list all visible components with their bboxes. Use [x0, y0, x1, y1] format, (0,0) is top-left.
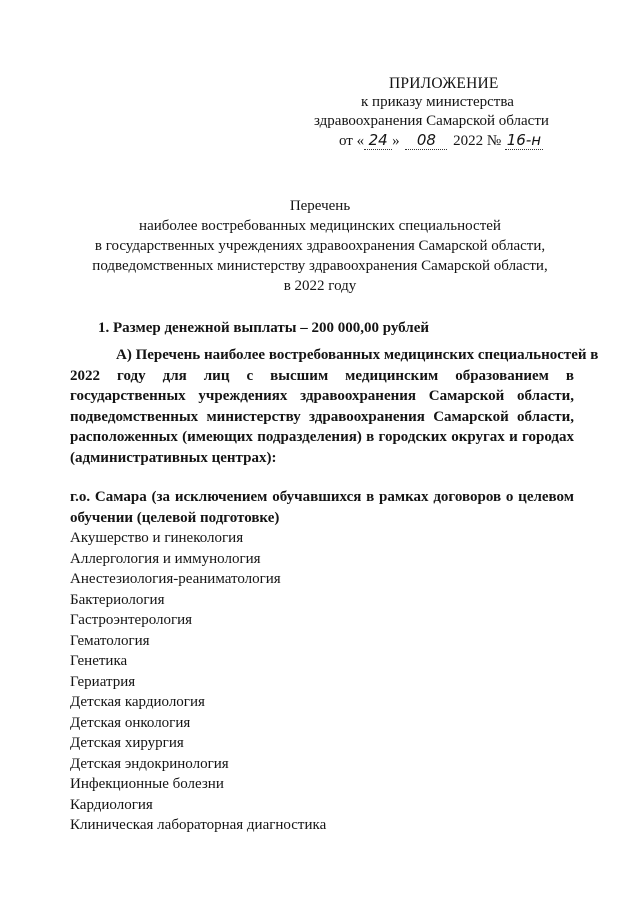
heading-line: наиболее востребованных медицинских специальностей	[139, 218, 501, 234]
annex-ministry-line: здравоохранения Самарской области	[314, 113, 549, 129]
specialty-list	[70, 528, 326, 836]
specialty-item: Детская онкология	[70, 714, 191, 731]
specialty-item: Гематология	[70, 632, 150, 649]
city-heading	[70, 487, 574, 528]
handwritten-day: 24	[364, 132, 392, 150]
specialty-item: Детская эндокринология	[70, 755, 229, 772]
paragraph-line: (административных центрах):	[70, 449, 277, 466]
specialty-item: Клиническая лабораторная диагностика	[70, 817, 327, 833]
annex-date-line	[339, 132, 543, 151]
specialty-item: Бактериология	[70, 591, 165, 608]
heading-line: в государственных учреждениях здравоохранения Самарской области,	[94, 238, 546, 254]
annex-title: ПРИЛОЖЕНИЕ	[389, 75, 499, 92]
specialty-item: Инфекционные болезни	[70, 776, 224, 792]
subsection-paragraph	[70, 345, 599, 468]
heading-line: в 2022 году	[283, 278, 357, 294]
handwritten-order-number: 16-н	[506, 131, 542, 149]
specialty-item: Детская хирургия	[70, 735, 184, 751]
specialty-item: Кардиология	[70, 796, 153, 813]
document-heading	[70, 196, 570, 296]
paragraph-line: 2022 году для лиц с высшим медицинским образованием в	[70, 367, 574, 384]
specialty-item: Акушерство и гинекология	[70, 530, 244, 546]
paragraph-line: расположенных (имеющих подразделения) в городских округах и городах	[70, 429, 574, 445]
specialty-item: Генетика	[70, 653, 128, 669]
handwritten-month: 08	[405, 132, 447, 150]
city-heading-line: г.о. Самара (за исключением обучавшихся в рамках договоров о целевом	[70, 489, 574, 505]
paragraph-line: А) Перечень наиболее востребованных медицинских специальностей в	[116, 347, 599, 363]
city-heading-line: обучении (целевой подготовке)	[70, 509, 280, 526]
date-prefix: от «	[339, 133, 365, 149]
section-title: 1. Размер денежной выплаты – 200 000,00 рублей	[98, 320, 430, 336]
heading-line: подведомственных министерству здравоохранения Самарской области,	[92, 258, 548, 274]
specialty-item: Анестезиология-реаниматология	[70, 571, 281, 587]
date-quote-close: »	[392, 133, 400, 149]
heading-line: Перечень	[289, 198, 351, 214]
paragraph-line: государственных учреждениях здравоохранения Самарской области,	[70, 388, 574, 404]
date-year-number-label: 2022 №	[453, 133, 502, 149]
specialty-item: Аллергология и иммунология	[70, 550, 261, 567]
annex-reference-line: к приказу министерства	[361, 94, 514, 110]
specialty-item: Гериатрия	[70, 673, 136, 690]
paragraph-line: подведомственных министерству здравоохранения Самарской области,	[70, 408, 574, 425]
specialty-item: Детская кардиология	[70, 694, 205, 710]
specialty-item: Гастроэнтерология	[70, 612, 193, 628]
